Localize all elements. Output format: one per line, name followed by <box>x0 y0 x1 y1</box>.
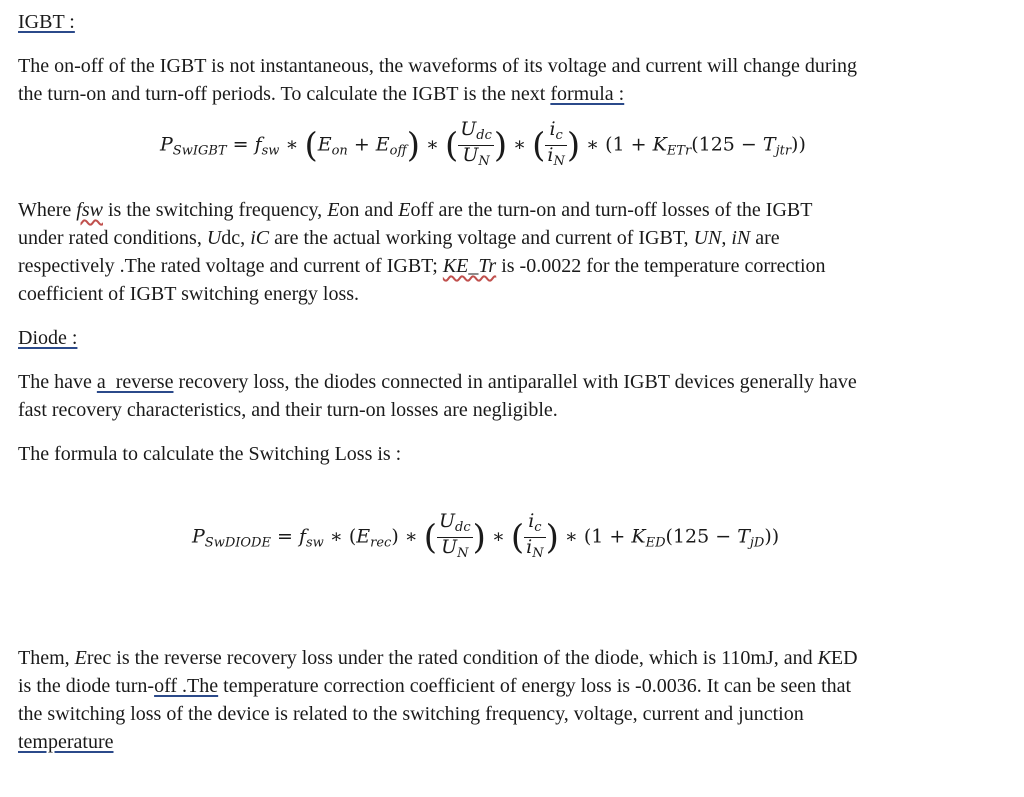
underlined-text: a reverse <box>96 371 174 393</box>
eq-ic: i <box>528 510 535 532</box>
e-symbol: E <box>74 647 87 669</box>
eq-lhs: P <box>192 525 205 548</box>
eq-open-paren: ( <box>444 125 459 166</box>
eq-udc: U <box>460 118 477 140</box>
eq-eon-sub: on <box>331 143 348 159</box>
eq-k: K <box>631 525 646 548</box>
igbt-intro-line-2 <box>18 80 624 108</box>
eq-eoff: E <box>375 133 390 156</box>
eq-eon: E <box>317 133 332 156</box>
diode-formula-intro: The formula to calculate the Switching Loss is : <box>18 443 402 465</box>
igbt-where-line-2 <box>18 224 780 252</box>
in-symbol: iN <box>731 227 751 249</box>
eq-close-paren: ) <box>406 125 420 166</box>
eq-star: ∗ <box>485 525 511 548</box>
eq-f: f <box>254 133 262 156</box>
eq-close-paren: ) <box>545 517 559 558</box>
text: , <box>721 227 732 249</box>
eq-tail: (125 − <box>691 133 763 156</box>
eq-t-sub: jD <box>749 535 765 551</box>
igbt-where-line-3 <box>18 252 826 280</box>
eq-close-paren: ) <box>493 125 508 166</box>
igbt-intro-line-1: The on-off of the IGBT is not instantaneous, the waveforms of its voltage and current will change during <box>18 55 858 77</box>
eq-udc-sub: dc <box>476 128 492 143</box>
them-line-1 <box>18 644 858 672</box>
diode-line-1 <box>18 368 857 396</box>
underlined-text: off .The <box>154 675 219 697</box>
eq-equals: = <box>270 525 299 548</box>
eq-lhs-sub: SwIGBT <box>172 143 227 159</box>
eq-ic-sub: c <box>555 128 563 143</box>
eq-erec: E <box>356 525 371 548</box>
eq-close-paren: ) <box>566 125 581 166</box>
ke-tr-symbol: KE_Tr <box>442 255 497 277</box>
text: temperature correction coefficient of energy loss is -0.0036. It can be seen that <box>218 675 852 697</box>
text: Them, <box>18 647 75 669</box>
igbt-intro-text: the turn-on and turn-off periods. To calculate the IGBT is the next <box>18 83 551 105</box>
eq-k: K <box>652 133 667 156</box>
fsw-symbol: fsw <box>76 199 103 221</box>
eq-un-sub: N <box>478 154 490 169</box>
voltage-ratio-fraction <box>458 120 494 171</box>
text: rec is the reverse recovery loss under the rated condition of the diode, which is 110mJ, and <box>86 647 818 669</box>
eq-f: f <box>298 525 307 548</box>
eq-udc-sub: dc <box>455 520 471 535</box>
eq-un: U <box>441 536 458 558</box>
eq-tail: ∗ (1 + <box>580 133 653 156</box>
eq-ic: i <box>549 118 556 140</box>
text: are the actual working voltage and current of IGBT, <box>269 227 694 249</box>
eq-tail: )) <box>764 525 780 548</box>
eq-equals: = <box>226 133 255 156</box>
eq-k-sub: ETr <box>666 143 692 159</box>
eq-open-paren: ( <box>423 517 438 558</box>
eq-tail: )) <box>791 133 806 156</box>
eq-star: ∗ <box>419 133 445 156</box>
diode-heading: Diode : <box>18 327 78 349</box>
k-symbol: K <box>817 647 831 669</box>
eq-lhs: P <box>160 133 173 156</box>
eq-star: ∗ <box>507 133 533 156</box>
igbt-where-line-1 <box>18 196 812 224</box>
current-ratio-fraction <box>524 512 545 563</box>
diode-line-2: fast recovery characteristics, and their turn-on losses are negligible. <box>18 399 558 421</box>
eq-star: ∗ <box>279 133 305 156</box>
eq-f-sub: sw <box>261 143 280 159</box>
e-symbol: E <box>327 199 340 221</box>
eq-eoff-sub: off <box>389 143 407 159</box>
text: is -0.0022 for the temperature correction <box>496 255 826 277</box>
u-symbol: U <box>206 227 222 249</box>
eq-f-sub: sw <box>306 535 324 551</box>
eq-open-paren: ( <box>304 125 318 166</box>
eq-un-sub: N <box>457 546 469 561</box>
eq-open-paren: ( <box>348 525 357 548</box>
text: ED <box>830 647 858 669</box>
text: off are the turn-on and turn-off losses of the IGBT <box>410 199 813 221</box>
eq-close-paren: ) <box>391 525 399 548</box>
text: under rated conditions, <box>18 227 207 249</box>
eq-tail: ∗ (1 + <box>558 525 632 548</box>
text: recovery loss, the diodes connected in antiparallel with IGBT devices generally have <box>173 371 857 393</box>
igbt-where-line-4: coefficient of IGBT switching energy loss. <box>18 283 360 305</box>
eq-close-paren: ) <box>472 517 486 558</box>
eq-un: U <box>462 144 479 166</box>
e-symbol: E <box>398 199 411 221</box>
text: Where <box>18 199 77 221</box>
eq-in-sub: N <box>532 546 544 561</box>
text: respectively .The rated voltage and current of IGBT; <box>18 255 443 277</box>
ic-symbol: iC <box>250 227 270 249</box>
eq-ic-sub: c <box>534 520 542 535</box>
them-line-4: temperature <box>18 731 114 753</box>
eq-udc: U <box>439 510 456 532</box>
voltage-ratio-fraction <box>437 512 473 563</box>
eq-in: i <box>547 144 554 166</box>
diode-switching-loss-equation <box>192 512 779 563</box>
eq-k-sub: ED <box>645 535 666 551</box>
text: dc, <box>221 227 251 249</box>
igbt-switching-loss-equation <box>160 120 806 171</box>
eq-t: T <box>762 133 776 156</box>
text: are <box>750 227 780 249</box>
eq-t-sub: jtr <box>775 143 792 159</box>
text: is the switching frequency, <box>102 199 328 221</box>
eq-t: T <box>737 525 750 548</box>
eq-lhs-sub: SwDIODE <box>204 535 271 551</box>
eq-open-paren: ( <box>510 517 525 558</box>
them-line-2 <box>18 672 851 700</box>
text: on and <box>339 199 399 221</box>
igbt-heading: IGBT : <box>18 11 75 33</box>
eq-in: i <box>526 536 533 558</box>
eq-tail: (125 − <box>665 525 738 548</box>
current-ratio-fraction <box>545 120 566 171</box>
eq-open-paren: ( <box>532 125 546 166</box>
eq-star: ∗ <box>398 525 424 548</box>
text: The have <box>18 371 97 393</box>
formula-link-text: formula : <box>550 83 625 105</box>
eq-erec-sub: rec <box>370 535 392 551</box>
eq-in-sub: N <box>553 154 565 169</box>
eq-star: ∗ <box>323 525 349 548</box>
them-line-3: the switching loss of the device is related to the switching frequency, voltage, current and junction <box>18 703 804 725</box>
eq-plus: + <box>347 133 376 156</box>
un-symbol: UN <box>693 227 722 249</box>
text: is the diode turn- <box>18 675 155 697</box>
